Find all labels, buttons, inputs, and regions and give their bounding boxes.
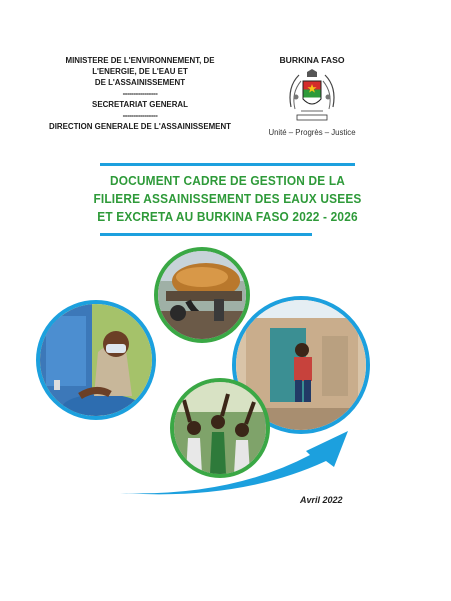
ministry-separator-2: ---------------- [122,110,158,120]
swoosh-arrow-icon [110,415,370,505]
ministry-line-2: L'ENERGIE, DE L'EAU ET [92,66,188,76]
publication-date: Avril 2022 [300,495,343,505]
secretariat-line: SECRETARIAT GENERAL [92,99,188,109]
title-line-1: DOCUMENT CADRE DE GESTION DE LA [109,173,346,188]
ministry-line-3: DE L'ASSAINISSEMENT [94,77,186,87]
ministry-line-1: MINISTERE DE L'ENVIRONNEMENT, DE [65,55,215,65]
direction-line: DIRECTION GENERALE DE L'ASSAINISSEMENT [49,121,231,131]
handwashing-photo [36,300,156,420]
title-line-3: ET EXCRETA AU BURKINA FASO 2022 - 2026 [97,209,358,224]
ministry-separator-1: ---------------- [122,88,158,98]
document-title [81,172,374,226]
title-line-2: FILIERE ASSAINISSEMENT DES EAUX USEES [93,191,362,206]
country-name: BURKINA FASO [279,55,345,65]
title-rule-bottom [100,233,312,236]
title-rule-top [100,163,355,166]
national-motto: Unité – Progrès – Justice [268,128,356,137]
truck-photo [154,247,250,343]
ministry-block [48,55,232,132]
coat-of-arms-icon [281,67,343,129]
